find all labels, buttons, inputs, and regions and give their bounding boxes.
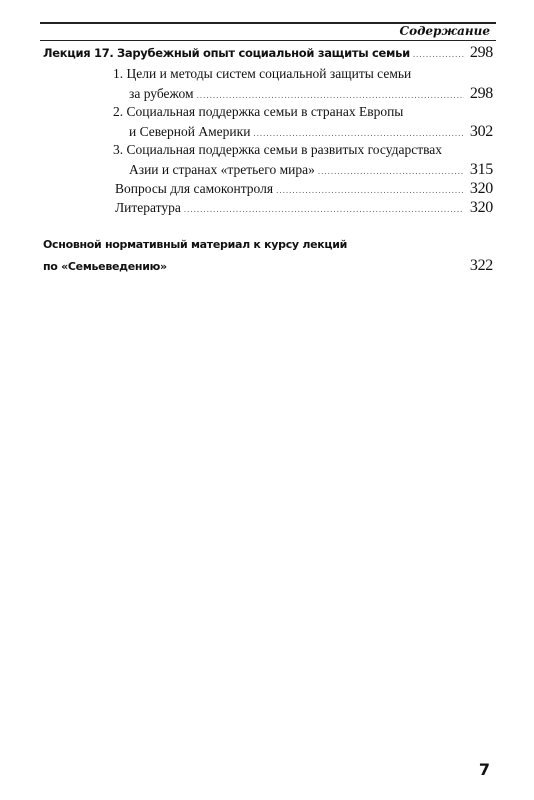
dot-leader <box>413 49 464 59</box>
appendix-title-line1: Основной нормативный материал к курсу лекций <box>43 238 348 251</box>
toc-item-2-line2: и Северной Америки ..... 302 <box>43 123 493 142</box>
literature-page: 320 <box>469 199 493 216</box>
toc-item-3-line2: Азии и странах «третьего мира» ..... 315 <box>43 161 493 180</box>
appendix-page: 322 <box>469 257 493 274</box>
toc-lecture-entry <box>43 44 493 66</box>
toc-item-3-page: 315 <box>469 161 493 178</box>
dot-leader <box>184 204 464 214</box>
toc-item-3-line1: 3. Социальная поддержка семьи в развитых государствах <box>113 142 443 157</box>
page-number: 7 <box>478 760 490 779</box>
header-bottom-rule <box>40 40 496 41</box>
dot-leader <box>253 128 463 138</box>
toc-item-2-page: 302 <box>469 123 493 140</box>
appendix-title-line2: по «Семьеведению» 322 <box>43 257 493 274</box>
toc-literature-entry: Литература ..... 320 <box>43 199 493 218</box>
dot-leader <box>197 90 464 100</box>
questions-page: 320 <box>469 180 493 197</box>
toc-questions-entry: Вопросы для самоконтроля ..... 320 <box>43 180 493 199</box>
lecture-page-number: 298 <box>469 44 493 61</box>
lecture-title: Зарубежный опыт социальной защиты семьи <box>117 46 410 60</box>
toc-item-1-line2: за рубежом ..... 298 <box>43 85 493 104</box>
dot-leader <box>318 166 464 176</box>
toc-item-1-page: 298 <box>469 85 493 102</box>
running-header-title: Содержание <box>399 24 490 38</box>
toc-item-2-line1: 2. Социальная поддержка семьи в странах Европы <box>113 104 404 119</box>
dot-leader <box>276 185 464 195</box>
table-of-contents <box>43 44 493 276</box>
lecture-number: Лекция 17. <box>43 46 114 60</box>
toc-item-1-line1: 1. Цели и методы систем социальной защиты семьи <box>113 66 412 81</box>
